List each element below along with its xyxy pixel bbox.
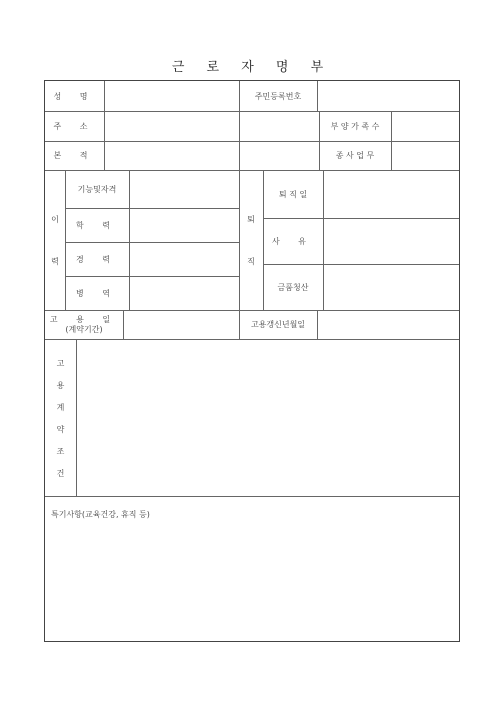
hire-date-text: 고 용 일 [49,314,119,324]
retirement-vertical-label [239,170,263,310]
settlement-label: 금품청산 [277,282,309,292]
career-vertical-top: 이 [51,214,59,224]
education-field[interactable] [129,208,239,242]
retire-vertical-bottom: 직 [247,256,255,266]
conditions-char: 용 [56,381,65,391]
worker-register-form [44,80,460,642]
resident-id-label: 주민등록번호 [254,91,302,101]
experience-label: 경 력 [76,254,118,264]
domicile-field[interactable] [104,141,319,170]
conditions-char: 고 [56,359,65,369]
contract-period-text: (계약기간) [65,324,103,334]
job-label: 종 사 업 무 [335,151,375,160]
renewal-date-field[interactable] [317,310,459,339]
remarks-label: 특기사항(교육건강, 휴직 등) [51,510,150,519]
name-label: 성 명 [53,91,96,101]
conditions-field[interactable] [76,339,459,496]
hire-date-label [45,310,123,339]
resident-id-field[interactable] [317,81,459,111]
domicile-label: 본 적 [53,151,96,160]
job-field[interactable] [391,141,459,170]
retire-date-label: 퇴 직 일 [278,189,308,199]
name-field[interactable] [104,81,239,111]
retire-date-field[interactable] [323,170,459,218]
renewal-date-label: 고용갱신년월일 [250,320,306,329]
skills-field[interactable] [129,170,239,208]
hire-date-field[interactable] [123,310,239,339]
education-label: 학 력 [76,220,118,230]
remarks-area[interactable] [45,496,459,641]
form-title: 근 로 자 명 부 [171,60,333,75]
military-label: 병 역 [76,288,118,298]
conditions-char: 건 [56,468,65,478]
career-vertical-bottom: 력 [51,256,59,266]
skills-label: 기능및자격 [77,184,117,194]
address-label: 주 소 [53,121,96,131]
reason-label: 사 유 [272,236,314,246]
military-field[interactable] [129,276,239,310]
settlement-field[interactable] [323,264,459,310]
dependents-field[interactable] [391,111,459,141]
conditions-char: 조 [56,446,65,456]
retire-vertical-top: 퇴 [247,214,255,224]
conditions-char: 약 [56,424,65,434]
experience-field[interactable] [129,242,239,276]
reason-field[interactable] [323,218,459,264]
career-vertical-label [45,170,65,310]
address-field[interactable] [104,111,319,141]
conditions-vertical-label [45,339,76,496]
dependents-label: 부 양 가 족 수 [330,121,380,131]
conditions-char: 계 [56,403,65,413]
